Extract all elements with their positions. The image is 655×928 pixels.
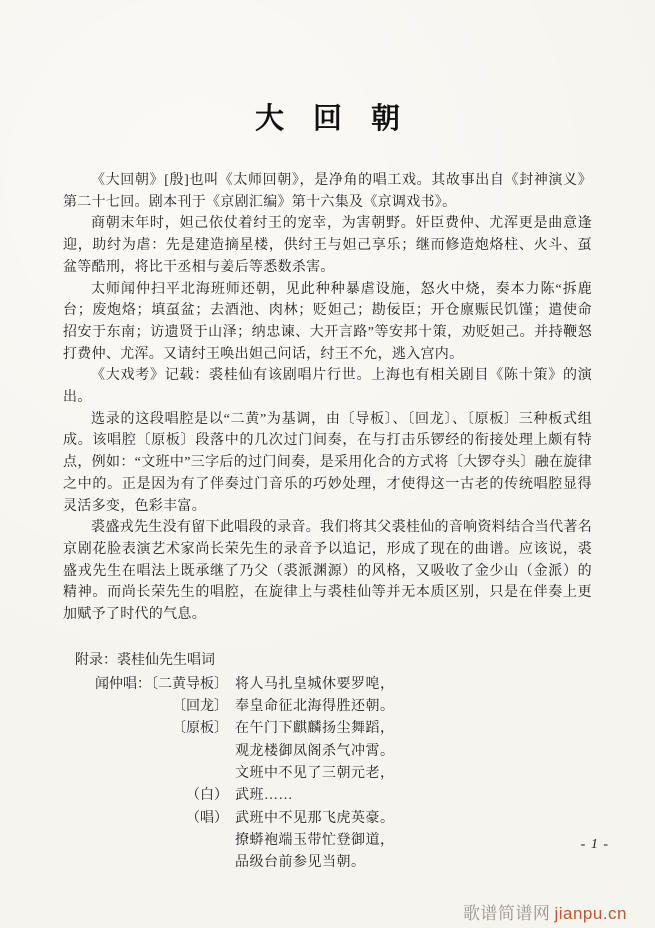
lyric-line [63,718,592,740]
lyric-label: （白） [186,788,228,804]
article-body [63,170,592,626]
lyric-label [63,763,228,785]
paragraph-performers: 裘盛戎先生没有留下此唱段的录音。我们将其父裘桂仙的音响资料结合当代著名京剧花脸表演艺术家尚长荣先生的录音予以追记，形成了现在的曲谱。应该说，裘盛戎先生在唱法上既承继了乃父（裘派渊源）的风格，又吸收了金少山（金派）的精神。而尚长荣先生的唱腔，在旋律上与裘桂仙等并无本质区别，只是在伴奏上更加赋予了时代的气息。 [63,520,592,623]
lyric-label [63,830,228,852]
lyric-text: 武班…… [235,788,293,804]
lyric-line [63,696,592,718]
lyric-line [63,785,592,807]
appendix-title: 附录：裘桂仙先生唱词 [75,652,215,668]
lyric-label: （唱） [186,810,228,826]
lyric-line [63,763,592,785]
lyric-text: 将人马扎皇城休要罗唣， [235,676,395,692]
lyric-text: 品级台前参见当朝。 [235,855,366,871]
lyric-label: 〔原板〕 [172,721,228,737]
lyric-text: 武班中不见那飞虎英豪。 [235,810,395,826]
watermark-site-url: jianpu.cn [554,904,627,923]
lyric-line [63,830,592,852]
lyric-label [63,741,228,763]
page-title: 大 回 朝 [254,103,400,135]
paragraph-records: 《大戏考》记载：裘桂仙有该剧唱片行世。上海也有相关剧目《陈十策》的演出。 [63,368,592,406]
appendix [63,650,592,875]
lyric-text: 撩蟒袍端玉带忙登御道， [235,832,395,848]
lyric-text: 奉皇命征北海得胜还朝。 [235,699,395,715]
watermark [463,899,627,924]
lyrics-list [63,674,592,875]
lyric-label: 闻仲唱：〔二黄导板〕 [95,676,228,692]
paragraph-story-1: 商朝末年时，妲己依仗着纣王的宠幸，为害朝野。奸臣费仲、尤浑更是曲意逢迎，助纣为虐：先是建造摘星楼，供纣王与妲己享乐；继而修造炮烙柱、火斗、虿盆等酷刑，将比干丞相与姜后等悉数杀害。 [63,216,592,275]
paragraph-story-2: 太师闻仲扫平北海班师还朝，见此种种暴虐设施，怒火中烧，奏本力陈“拆鹿台；废炮烙；填虿盆；去酒池、肉林；贬妲己；勘佞臣；开仓廪赈民饥馑；遣使命招安于东南；访遗贤于山泽；纳忠谏、大开言路”等安邦十策，劝贬妲己。并持鞭怒打费仲、尤浑。又请纣王唤出妲己问话，纣王不允，逃入宫内。 [63,281,592,362]
page-number: - 1 - [580,837,609,852]
lyric-line [63,808,592,830]
lyric-line [63,741,592,763]
lyric-text: 文班中不见了三朝元老， [235,765,395,781]
paragraph-intro: 《大回朝》[殷]也叫《太师回朝》，是净角的唱工戏。其故事出自《封神演义》第二十七回。剧本刊于《京剧汇编》第十六集及《京调戏书》。 [63,173,592,210]
lyric-text: 在午门下麒麟扬尘舞蹈， [235,721,395,737]
lyric-text: 观龙楼御凤阁杀气冲霄。 [235,743,395,759]
paragraph-music-analysis: 选录的这段唱腔是以“二黄”为基调，由〔导板〕、〔回龙〕、〔原板〕三种板式组成。该唱腔〔原板〕段落中的几次过门间奏，在与打击乐锣经的衔接处理上颇有特点，例如：“文班中”三字后的过门间奏，是采用化合的方式将〔大锣夺头〕融在旋律之中的。正是因为有了伴奏过门音乐的巧妙处理，才使得这一古老的传统唱腔显得灵活多变，色彩丰富。 [63,411,592,514]
watermark-site-name: 歌谱简谱网 [462,904,551,923]
lyric-line [63,674,592,696]
lyric-label: 〔回龙〕 [172,699,228,715]
lyric-label [63,852,228,874]
lyric-line [63,852,592,874]
